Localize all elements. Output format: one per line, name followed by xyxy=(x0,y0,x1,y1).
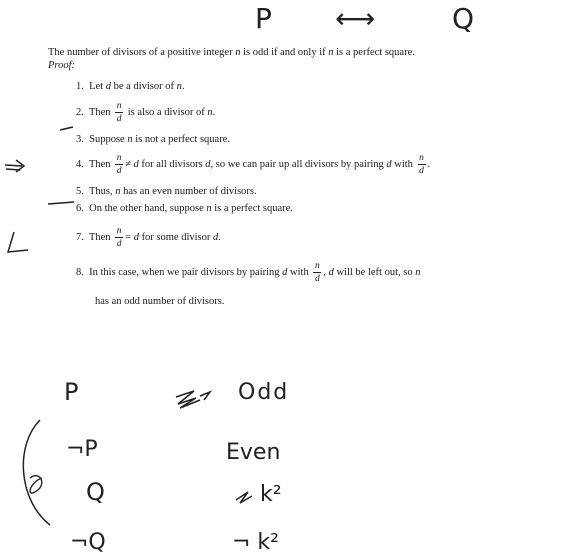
fraction-n-over-d: $\frac{n}{d}$ xyxy=(419,153,424,177)
left-arrow-mark-step-7 xyxy=(8,232,28,252)
handwritten-row-p-left: P xyxy=(64,378,79,406)
proof-step-8-continued: has an odd number of divisors. xyxy=(95,296,225,307)
proof-step-8: 8. In this case, when we pair divisors by pairing d with $\frac{n}{d}$ , d will be left out, so n xyxy=(76,261,421,285)
fraction-n-over-d: $\frac{n}{d}$ xyxy=(116,226,122,250)
proof-step-5: 5. Thus, n has an even number of divisors. xyxy=(76,186,257,197)
loop-mark xyxy=(30,476,42,493)
fraction-n-over-d: $\frac{n}{d}$ xyxy=(314,261,320,285)
theorem-statement: The number of divisors of a positive integer n is odd if and only if n is a perfect square. xyxy=(48,47,415,58)
scribble-mark xyxy=(176,391,210,408)
proof-step-3: 3. Suppose n is not a perfect square. xyxy=(76,134,230,145)
scribble-mark-k xyxy=(236,492,252,503)
handwritten-row-notp-left: ¬P xyxy=(66,437,98,462)
proof-step-6: 6. On the other hand, suppose n is a perfect square. xyxy=(76,203,293,214)
proof-step-4: 4. Then $\frac{n}{d}$ ≠ d for all divisors d, so we can pair up all divisors by pairing d with $\frac{n}{d}$ . xyxy=(76,153,431,177)
handwritten-biconditional-arrow: ⟷ xyxy=(335,2,376,35)
handwritten-p-label: P xyxy=(255,2,272,35)
fraction-n-over-d: $\frac{n}{d}$ xyxy=(116,101,122,125)
handwritten-row-notq-left: ¬Q xyxy=(70,530,106,555)
dash-mark-step-3 xyxy=(60,127,73,130)
handwritten-row-p-right: Odd xyxy=(238,380,290,405)
proof-step-2: 2. Then $\frac{n}{d}$ is also a divisor of n. xyxy=(76,101,216,125)
handwritten-q-label: Q xyxy=(452,2,475,35)
bracket-mark xyxy=(23,420,50,525)
handwritten-row-q-right: k² xyxy=(260,482,282,507)
handwritten-row-q-left: Q xyxy=(86,478,105,506)
proof-label: Proof: xyxy=(48,60,76,71)
handwritten-row-notp-right: Even xyxy=(226,440,281,465)
proof-step-7: 7. Then $\frac{n}{d}$ = d for some divisor d. xyxy=(76,226,221,250)
fraction-n-over-d: $\frac{n}{d}$ xyxy=(116,153,122,177)
right-arrow-mark-step-4 xyxy=(5,160,24,172)
proof-step-1: 1. Let d be a divisor of n. xyxy=(76,81,185,92)
handwritten-row-notq-right: ¬ k² xyxy=(232,530,279,555)
dash-mark-step-6 xyxy=(48,202,74,204)
